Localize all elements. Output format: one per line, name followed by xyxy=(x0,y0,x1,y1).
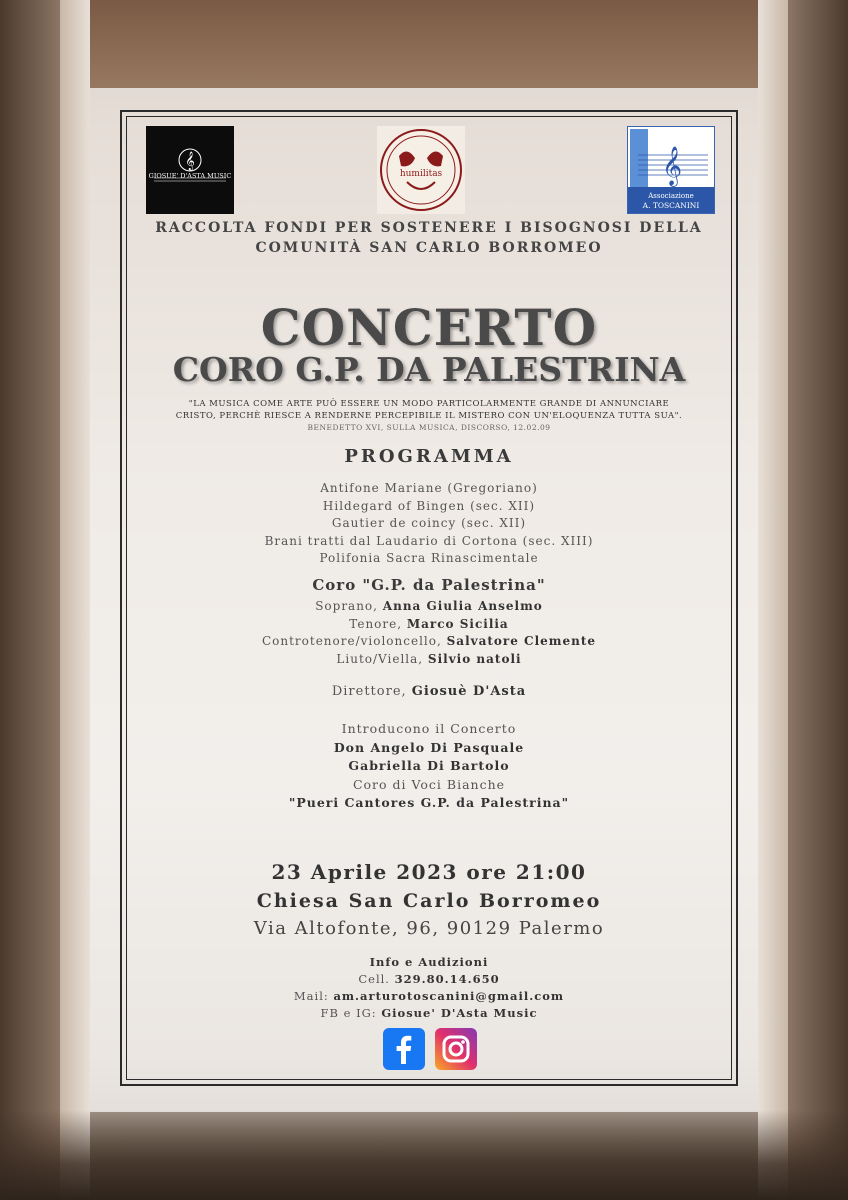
member-row xyxy=(126,651,732,669)
member-name: Marco Sicilia xyxy=(406,616,509,631)
audience-image xyxy=(0,1110,848,1200)
group-name: "Pueri Cantores G.P. da Palestrina" xyxy=(288,795,570,810)
social-label: FB e IG: xyxy=(320,1006,382,1020)
director-line xyxy=(126,684,732,699)
programma-item: Polifonia Sacra Rinascimentale xyxy=(319,551,539,565)
svg-text:𝄞: 𝄞 xyxy=(185,151,195,170)
info-block xyxy=(126,954,732,1022)
member-role: Tenore, xyxy=(349,616,407,631)
programma-item: Antifone Mariane (Gregoriano) xyxy=(320,481,538,495)
member-name: Silvio natoli xyxy=(427,651,522,666)
programma-heading: PROGRAMMA xyxy=(344,446,514,467)
event-address: Via Altofonte, 96, 90129 Palermo xyxy=(253,918,605,939)
instagram-icon[interactable] xyxy=(435,1028,477,1070)
introduction-block xyxy=(126,720,732,813)
introduction-label: Introducono il Concerto xyxy=(341,721,517,736)
director-role: Direttore, xyxy=(331,684,412,699)
cell-label: Cell. xyxy=(358,972,395,986)
member-row xyxy=(126,598,732,616)
social-handle[interactable]: Giosue' D'Asta Music xyxy=(381,1006,538,1020)
event-venue: Chiesa San Carlo Borromeo xyxy=(256,890,602,912)
intro-line-2: COMUNITÀ SAN CARLO BORROMEO xyxy=(255,240,603,256)
logo-right-line2: A. TOSCANINI xyxy=(642,201,700,210)
concert-title: CONCERTO xyxy=(260,298,598,357)
programma-item: Gautier de coincy (sec. XII) xyxy=(331,516,527,530)
logo-mid-text: humilitas xyxy=(399,169,443,179)
quote-block xyxy=(126,398,732,434)
info-heading: Info e Audizioni xyxy=(369,955,489,969)
choir-members xyxy=(126,598,732,668)
programma-item: Brani tratti dal Laudario di Cortona (sec. XIII) xyxy=(264,533,594,548)
member-row xyxy=(126,616,732,634)
introducer-2: Gabriella Di Bartolo xyxy=(348,758,510,773)
associazione-toscanini-logo xyxy=(627,126,715,214)
member-name: Salvatore Clemente xyxy=(446,634,597,648)
mail-label: Mail: xyxy=(293,989,334,1003)
programma-list xyxy=(126,480,732,568)
giosue-dasta-music-logo xyxy=(146,126,234,214)
fundraising-intro xyxy=(126,218,732,258)
choir-heading: Coro "G.P. da Palestrina" xyxy=(312,576,546,594)
quote-source: BENEDETTO XVI, SULLA MUSICA, DISCORSO, 12.02.09 xyxy=(307,423,551,432)
event-date: 23 Aprile 2023 ore 21:00 xyxy=(271,860,587,884)
director-name: Giosuè D'Asta xyxy=(411,684,527,699)
svg-text:𝄞: 𝄞 xyxy=(661,146,683,186)
member-row xyxy=(126,633,732,651)
member-name: Anna Giulia Anselmo xyxy=(382,599,543,613)
cell-number[interactable]: 329.80.14.650 xyxy=(394,972,500,986)
introducer-1: Don Angelo Di Pasquale xyxy=(333,739,525,755)
humilitas-logo xyxy=(377,126,465,214)
group-label: Coro di Voci Bianche xyxy=(352,776,506,792)
member-role: Controtenore/violoncello, xyxy=(261,634,447,648)
facebook-icon[interactable] xyxy=(383,1028,425,1070)
logo-left-text: GIOSUE' D'ASTA MUSIC xyxy=(148,172,232,180)
member-role: Liuto/Viella, xyxy=(336,651,428,666)
quote-line-2: CRISTO, PERCHÈ RIESCE A RENDERNE PERCEPIBILE IL MISTERO CON UN'ELOQUENZA TUTTA SUA". xyxy=(175,411,683,421)
quote-line-1: "LA MUSICA COME ARTE PUÒ ESSERE UN MODO PARTICOLARMENTE GRANDE DI ANNUNCIARE xyxy=(188,399,670,409)
programma-item: Hildegard of Bingen (sec. XII) xyxy=(322,498,536,513)
member-role: Soprano, xyxy=(315,599,383,613)
choir-title: CORO G.P. DA PALESTRINA xyxy=(172,350,686,389)
mail-address[interactable]: am.arturotoscanini@gmail.com xyxy=(333,989,565,1003)
intro-line-1: RACCOLTA FONDI PER SOSTENERE I BISOGNOSI DELLA xyxy=(155,220,703,236)
logo-right-line1: Associazione xyxy=(648,192,694,200)
